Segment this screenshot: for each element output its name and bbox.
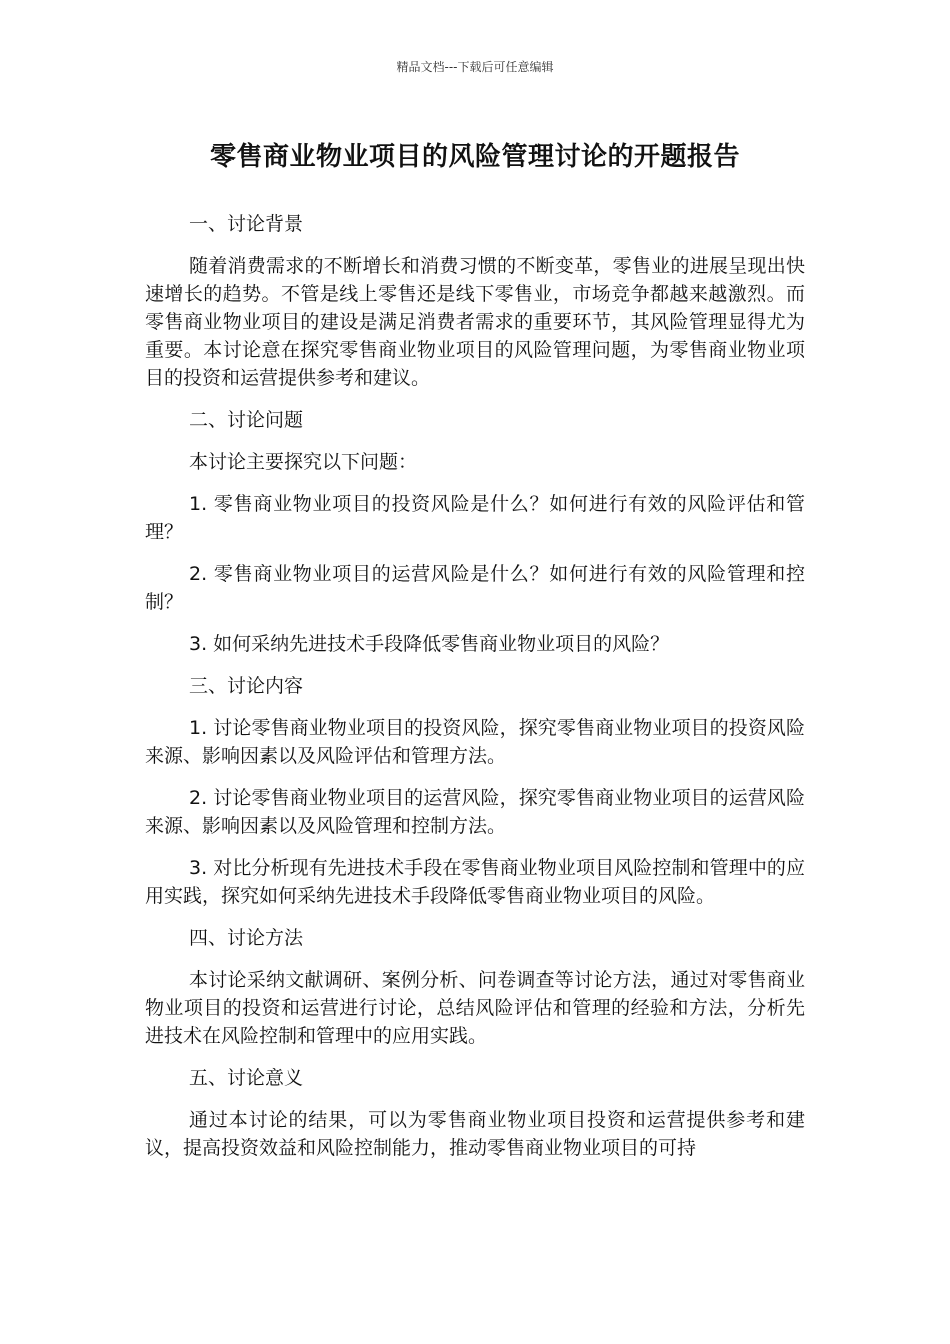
list-item-question-1: 1. 零售商业物业项目的投资风险是什么？如何进行有效的风险评估和管理？ [145,493,805,543]
paragraph-methods: 本讨论采纳文献调研、案例分析、问卷调查等讨论方法，通过对零售商业物业项目的投资和运营进行讨论，总结风险评估和管理的经验和方法，分析先进技术在风险控制和管理中的应用实践。 [145,969,805,1047]
paragraph-background: 随着消费需求的不断增长和消费习惯的不断变革，零售业的进展呈现出快速增长的趋势。不管是线上零售还是线下零售业，市场竞争都越来越激烈。而零售商业物业项目的建设是满足消费者需求的重要环节，其风险管理显得尤为重要。本讨论意在探究零售商业物业项目的风险管理问题，为零售商业物业项目的投资和运营提供参考和建议。 [145,255,805,389]
document-body [145,210,805,1176]
list-item-question-2: 2. 零售商业物业项目的运营风险是什么？如何进行有效的风险管理和控制？ [145,563,805,613]
paragraph-questions-intro: 本讨论主要探究以下问题： [189,451,418,473]
list-item-question-3: 3. 如何采纳先进技术手段降低零售商业物业项目的风险？ [189,633,670,655]
list-item-content-1: 1. 讨论零售商业物业项目的投资风险，探究零售商业物业项目的投资风险来源、影响因素以及风险评估和管理方法。 [145,717,805,767]
list-item-content-3: 3. 对比分析现有先进技术手段在零售商业物业项目风险控制和管理中的应用实践，探究如何采纳先进技术手段降低零售商业物业项目的风险。 [145,857,805,907]
page-header-note: 精品文档---下载后可任意编辑 [396,60,554,74]
document-title: 零售商业物业项目的风险管理讨论的开题报告 [209,142,740,172]
section-heading-content: 三、讨论内容 [189,675,304,697]
section-heading-significance: 五、讨论意义 [189,1067,304,1089]
section-heading-methods: 四、讨论方法 [189,927,304,949]
section-heading-background: 一、讨论背景 [189,213,304,235]
section-heading-questions: 二、讨论问题 [189,409,304,431]
list-item-content-2: 2. 讨论零售商业物业项目的运营风险，探究零售商业物业项目的运营风险来源、影响因素以及风险管理和控制方法。 [145,787,805,837]
paragraph-significance: 通过本讨论的结果，可以为零售商业物业项目投资和运营提供参考和建议，提高投资效益和风险控制能力，推动零售商业物业项目的可持 [145,1109,805,1159]
